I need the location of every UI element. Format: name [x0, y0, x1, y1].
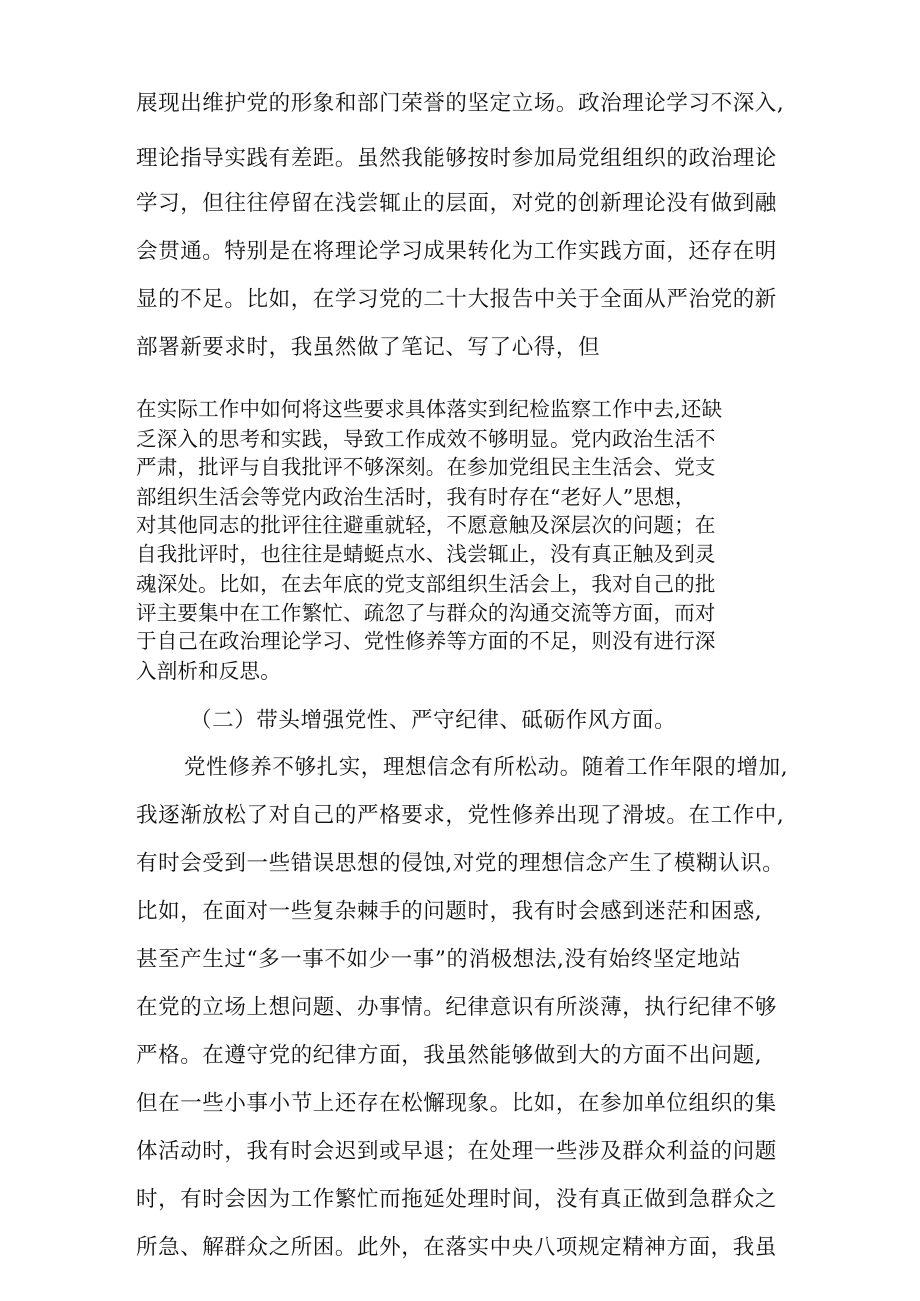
text-line: 入剖析和反思。: [136, 659, 281, 683]
text-line: 于自己在政治理论学习、党性修养等方面的不足，则没有进行深: [136, 629, 716, 653]
text-line: 严格。在遵守党的纪律方面，我虽然能够做到大的方面不出问题,: [136, 1043, 763, 1068]
text-line: 严肃，批评与自我批评不够深刻。在参加党组民主生活会、党支: [136, 455, 716, 479]
text-line: 我逐渐放松了对自己的严格要求，党性修养出现了滑坡。在工作中,: [136, 803, 785, 828]
text-line: 展现出维护党的形象和部门荣誉的坚定立场。政治理论学习不深入,: [136, 91, 785, 116]
text-line: 时，有时会因为工作繁忙而拖延处理时间，没有真正做到急群众之: [136, 1187, 777, 1212]
text-line: 比如，在面对一些复杂棘手的问题时，我有时会感到迷茫和困惑,: [136, 899, 763, 924]
text-line: 但在一些小事小节上还存在松懈现象。比如，在参加单位组织的集: [136, 1091, 777, 1116]
text-line: 有时会受到一些错误思想的侵蚀,对党的理想信念产生了模糊认识。: [136, 851, 785, 876]
text-line: 党性修养不够扎实，理想信念有所松动。随着工作年限的增加,: [184, 755, 789, 780]
text-line: 对其他同志的批评往往避重就轻，不愿意触及深层次的问题；在: [136, 513, 716, 537]
text-line: 显的不足。比如，在学习党的二十大报告中关于全面从严治党的新: [136, 287, 777, 312]
section-heading: （二）带头增强党性、严守纪律、砥砺作风方面。: [190, 708, 677, 733]
text-line: 自我批评时，也往往是蜻蜓点水、浅尝辄止，没有真正触及到灵: [136, 542, 716, 566]
text-line: 学习，但往往停留在浅尝辄止的层面，对党的创新理论没有做到融: [136, 191, 777, 216]
text-line: 部组织生活会等党内政治生活时，我有时存在“老好人”思想，: [136, 485, 696, 509]
text-line: 在实际工作中如何将这些要求具体落实到纪检监察工作中去,还缺: [136, 397, 723, 421]
text-line: 乏深入的思考和实践，导致工作成效不够明显。党内政治生活不: [136, 427, 716, 451]
text-line: 会贯通。特别是在将理论学习成果转化为工作实践方面，还存在明: [136, 239, 777, 264]
text-line: 甚至产生过“多一事不如少一事”的消极想法,没有始终坚定地站: [136, 947, 742, 972]
text-line: 理论指导实践有差距。虽然我能够按时参加局党组组织的政治理论: [136, 146, 777, 171]
text-line: 魂深处。比如，在去年底的党支部组织生活会上，我对自己的批: [136, 572, 716, 596]
text-line: 评主要集中在工作繁忙、疏忽了与群众的沟通交流等方面，而对: [136, 601, 716, 625]
text-line: 所急、解群众之所困。此外，在落实中央八项规定精神方面，我虽: [136, 1235, 777, 1260]
text-line: 部署新要求时，我虽然做了笔记、写了心得，但: [136, 335, 601, 360]
text-line: 在党的立场上想问题、办事情。纪律意识有所淡薄，执行纪律不够: [136, 995, 777, 1020]
text-line: 体活动时，我有时会迟到或早退；在处理一些涉及群众利益的问题: [136, 1139, 777, 1164]
